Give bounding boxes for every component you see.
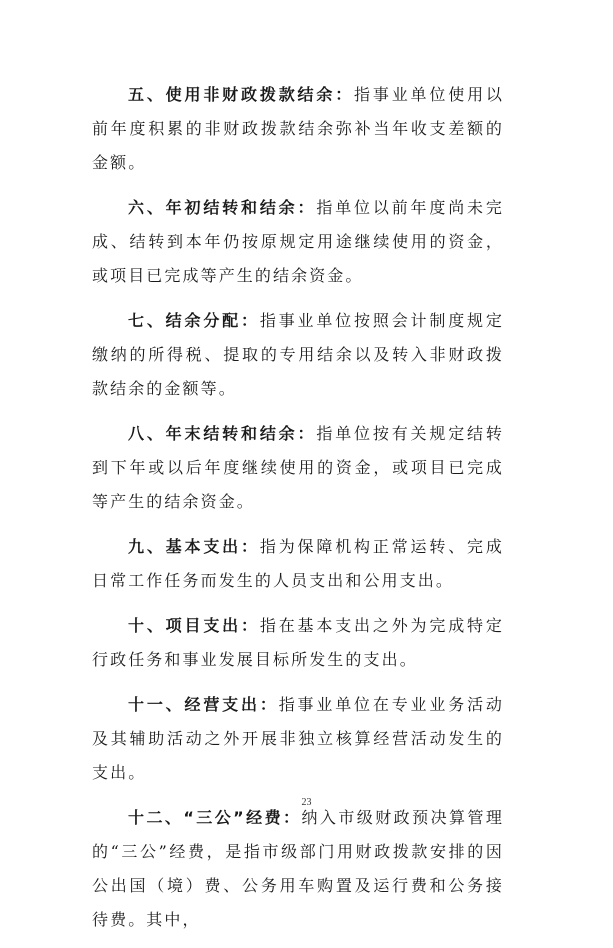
definition-item-12: [92, 801, 504, 937]
term-heading: 十一、经营支出：: [128, 695, 279, 714]
term-definition: 指单位以前年度尚未完成、结转到本年仍按原规定用途继续使用的资金，或项目已完成等产生的结余资金。: [92, 198, 504, 285]
definition-item-10: [92, 609, 504, 677]
term-definition: 指事业单位在专业业务活动及其辅助活动之外开展非独立核算经营活动发生的支出。: [92, 695, 504, 782]
definition-item-11: [92, 688, 504, 790]
term-definition: 纳入市级财政预决算管理的“三公”经费，是指市级部门用财政拨款安排的因公出国（境）费、公务用车购置及运行费和公务接待费。其中，: [92, 808, 504, 929]
definition-item-7: [92, 304, 504, 406]
page-number: 23: [301, 797, 312, 808]
term-definition: 指事业单位使用以前年度积累的非财政拨款结余弥补当年收支差额的金额。: [92, 85, 504, 172]
document-body: [92, 78, 504, 948]
term-heading: 五、使用非财政拨款结余：: [128, 85, 355, 104]
term-heading: 七、结余分配：: [128, 311, 260, 330]
definition-item-6: [92, 191, 504, 293]
term-heading: 十二、“三公”经费：: [128, 808, 302, 827]
term-heading: 十、项目支出：: [128, 616, 260, 635]
term-definition: 指事业单位按照会计制度规定缴纳的所得税、提取的专用结余以及转入非财政拨款结余的金额等。: [92, 311, 504, 398]
term-definition: 指单位按有关规定结转到下年或以后年度继续使用的资金，或项目已完成等产生的结余资金。: [92, 424, 504, 511]
term-heading: 八、年末结转和结余：: [128, 424, 317, 443]
term-definition: 指为保障机构正常运转、完成日常工作任务而发生的人员支出和公用支出。: [92, 537, 504, 590]
term-definition: 指在基本支出之外为完成特定行政任务和事业发展目标所发生的支出。: [92, 616, 504, 669]
term-heading: 九、基本支出：: [128, 537, 260, 556]
term-heading: 六、年初结转和结余：: [128, 198, 317, 217]
definition-item-5: [92, 78, 504, 180]
definition-item-9: [92, 530, 504, 598]
definition-item-8: [92, 417, 504, 519]
